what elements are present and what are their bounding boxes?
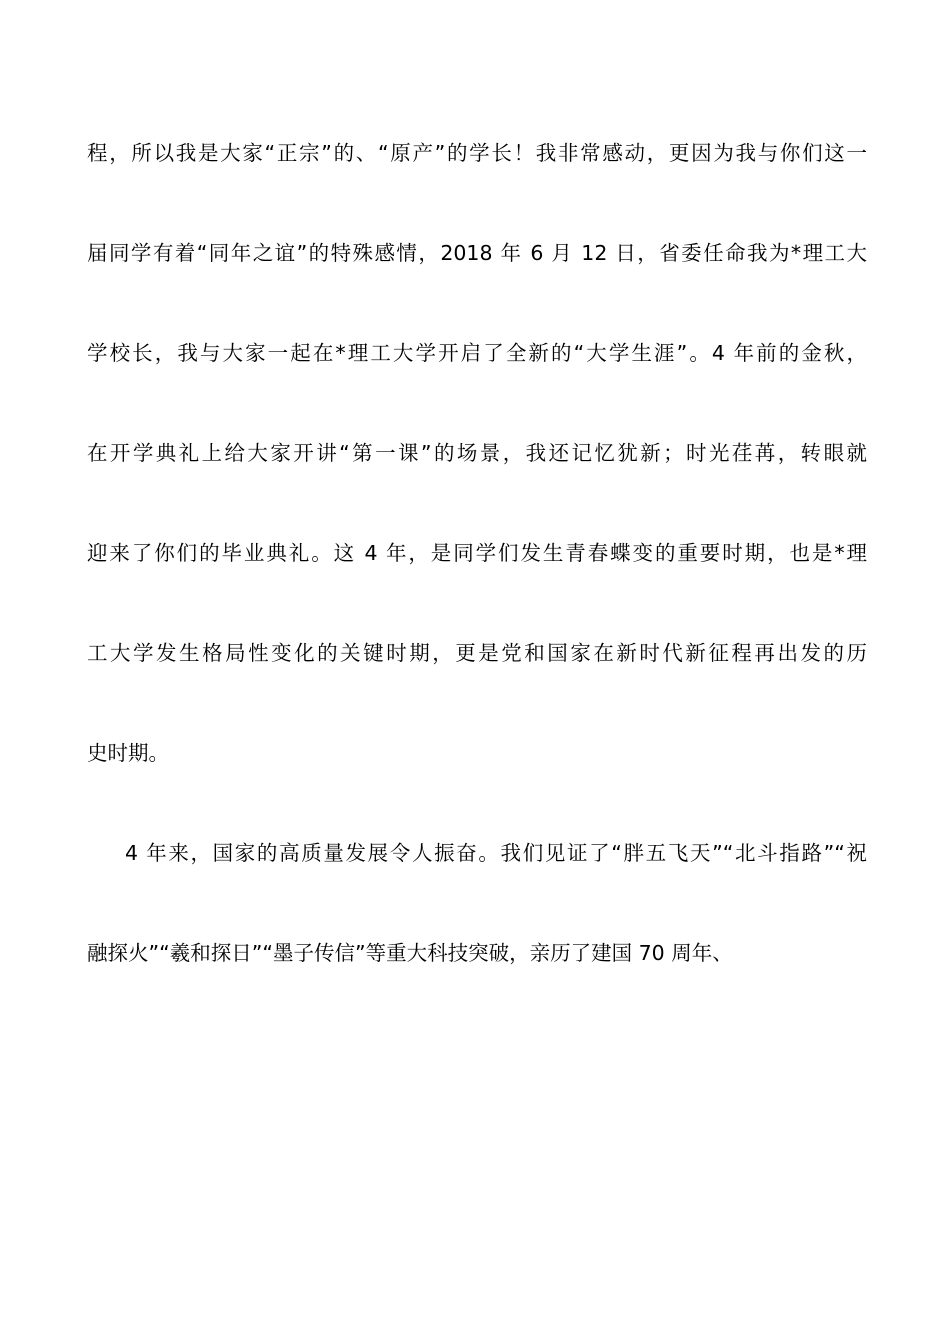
text-line-1: 程，所以我是大家“正宗”的、“原产”的学长！我非常感动，更因为我与你们这一: [87, 141, 867, 165]
text-line-4: 在开学典礼上给大家开讲“第一课”的场景，我还记忆犹新；时光荏苒，转眼就: [87, 441, 867, 465]
body-text: [87, 128, 867, 1028]
text-line-6: 工大学发生格局性变化的关键时期，更是党和国家在新时代新征程再出发的历: [87, 641, 867, 665]
text-line-3: 学校长，我与大家一起在*理工大学开启了全新的“大学生涯”。4 年前的金秋，: [87, 341, 867, 365]
text-line-2: 届同学有着“同年之谊”的特殊感情，2018 年 6 月 12 日，省委任命我为*理工大: [87, 241, 867, 265]
text-line-7: 史时期。: [87, 741, 169, 765]
text-line-8: 4 年来，国家的高质量发展令人振奋。我们见证了“胖五飞天”“北斗指路”“祝: [125, 841, 867, 865]
text-line-9: 融探火”“羲和探日”“墨子传信”等重大科技突破，亲历了建国 70 周年、: [87, 941, 733, 965]
text-line-5: 迎来了你们的毕业典礼。这 4 年，是同学们发生青春蝶变的重要时期，也是*理: [87, 541, 867, 565]
